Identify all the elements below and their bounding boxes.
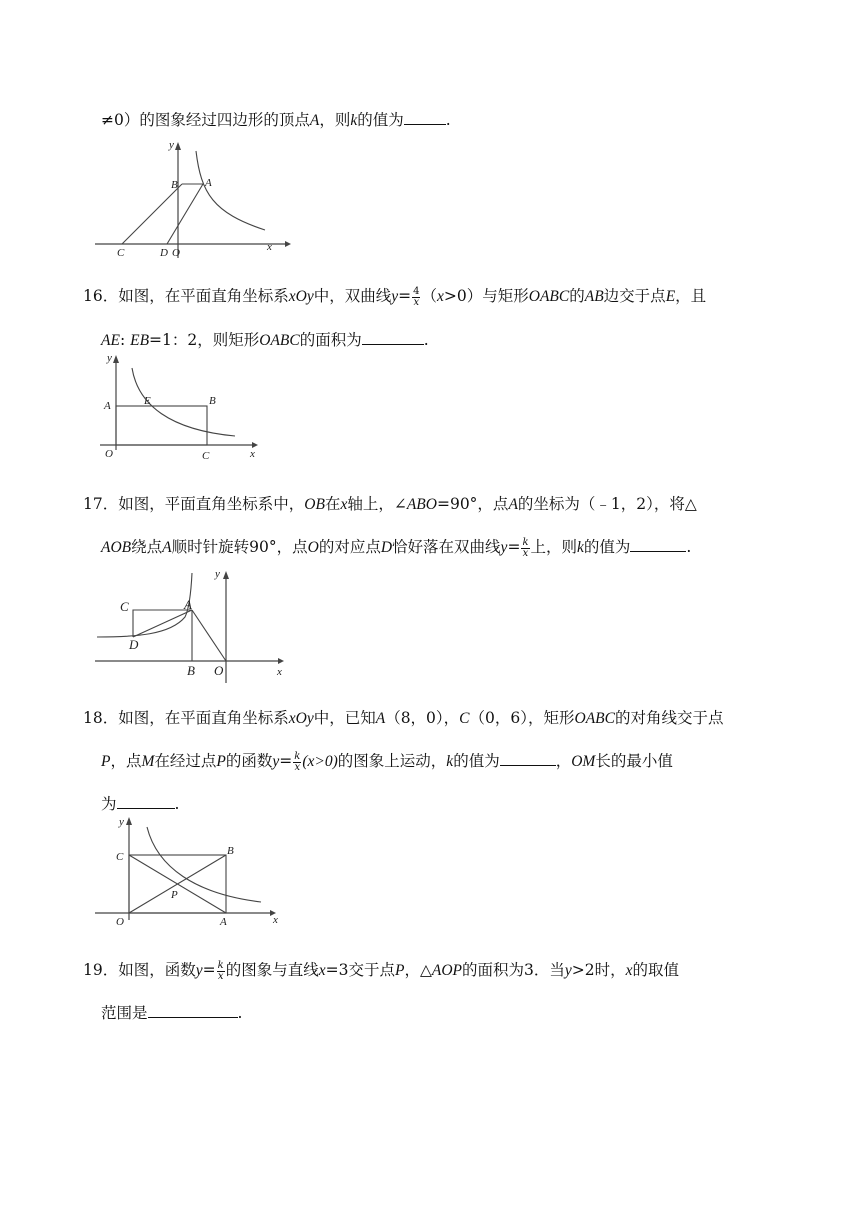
- q19-var-aop: AOP: [431, 962, 462, 979]
- fig17-y-arrow: [223, 571, 229, 579]
- q16-fraction: [412, 287, 420, 308]
- q19-var-x-2: x: [625, 962, 633, 979]
- q16-text-area: 的面积为: [299, 331, 362, 349]
- q17-line-2: [101, 537, 691, 559]
- q16-text-f: 边交于点: [603, 287, 666, 305]
- fig16-y-arrow: [113, 355, 119, 363]
- fig17-hyperbola: [97, 573, 192, 637]
- fig16-rectangle-oabc: [116, 406, 207, 445]
- fig15-hyperbola: [196, 151, 265, 230]
- figure-18: [95, 812, 290, 932]
- q16-var-e: E: [665, 288, 676, 305]
- q18-number: 18．: [83, 709, 119, 727]
- fig17-label-o: O: [214, 663, 224, 678]
- q19-var-y: y: [195, 962, 203, 979]
- fig15-label-x: x: [267, 241, 272, 253]
- q16-number: 16．: [83, 287, 119, 305]
- fig17-label-a: A: [184, 597, 192, 612]
- q19-var-y-2: y: [564, 962, 572, 979]
- q16-frac-num: 4: [413, 285, 420, 297]
- q18-text-through: 在经过点: [154, 752, 217, 770]
- q17-number: 17．: [83, 495, 119, 513]
- fig15-label-d: D: [160, 247, 168, 259]
- q19-text-g: 的取值: [632, 961, 680, 979]
- fig18-label-o: O: [116, 916, 124, 928]
- q19-frac-den: x: [217, 970, 224, 982]
- fig15-label-b: B: [171, 179, 178, 191]
- q17-text-c: 轴上，∠: [347, 495, 407, 513]
- q18-var-c: C: [459, 710, 470, 727]
- q17-var-a-2: A: [162, 539, 172, 556]
- q16-period: .: [423, 331, 429, 349]
- fig17-label-x: x: [277, 666, 282, 678]
- q17-text-b: 在: [324, 495, 341, 513]
- fig18-hyperbola: [147, 827, 261, 902]
- q18-var-p: P: [101, 753, 111, 770]
- fig16-label-o: O: [105, 448, 113, 460]
- q17-var-o: O: [307, 539, 319, 556]
- q16-frac-den: x: [413, 296, 420, 308]
- fig17-label-d: D: [129, 637, 139, 652]
- q19-text-c: =3交于点: [325, 961, 395, 979]
- q19-var-x: x: [318, 962, 326, 979]
- q16-colon: :: [119, 331, 126, 349]
- q18-line-1: [83, 708, 723, 729]
- q17-var-k: k: [577, 539, 584, 556]
- q19-text-a: 如图，函数: [118, 961, 196, 979]
- q18-text-a: 如图，在平面直角坐标系: [118, 709, 289, 727]
- q19-text-d: ，△: [404, 961, 432, 979]
- figure-17: [95, 565, 295, 685]
- q18-text-d: （0，6），矩形: [469, 709, 575, 727]
- q19-text-range: 范围是: [101, 1004, 148, 1022]
- q18-text-moves: 的图象上运动，: [337, 752, 447, 770]
- q18-equals: =: [279, 752, 293, 770]
- q17-text-on: 上，则: [530, 538, 578, 556]
- fig16-label-b: B: [209, 395, 216, 407]
- q16-var-xoy: xOy: [288, 288, 314, 305]
- q15-var-a: A: [309, 112, 320, 129]
- q18-var-oabc: OABC: [574, 710, 615, 727]
- fig16-label-x: x: [250, 448, 255, 460]
- q17-var-d: D: [380, 539, 393, 556]
- q18-var-a: A: [375, 710, 386, 727]
- q18-var-m: M: [141, 753, 155, 770]
- q15-text: ≠0）的图象经过四边形的顶点: [101, 111, 310, 129]
- fig18-label-x: x: [273, 914, 278, 926]
- q19-var-p: P: [394, 962, 405, 979]
- q19-number: 19．: [83, 961, 119, 979]
- q18-var-xoy: xOy: [288, 710, 314, 727]
- q19-frac-num: k: [217, 959, 224, 971]
- q17-text-d: =90°，点: [436, 495, 509, 513]
- q18-var-om: OM: [571, 753, 596, 770]
- q18-answer-blank-1[interactable]: [500, 751, 556, 766]
- q18-frac-den: x: [294, 761, 301, 773]
- q15-var-k: k: [350, 112, 358, 129]
- fig16-label-e: E: [144, 395, 151, 407]
- fig15-label-y: y: [169, 139, 174, 151]
- q19-answer-blank[interactable]: [148, 1003, 238, 1018]
- q17-var-aob: AOB: [101, 539, 132, 556]
- fig16-label-y: y: [107, 352, 112, 364]
- fig18-label-a: A: [220, 916, 227, 928]
- fig18-label-y: y: [119, 816, 124, 828]
- q16-text-d: >0）与矩形: [443, 287, 529, 305]
- q15-text-3: 的值为: [357, 111, 404, 129]
- q19-line-1: [83, 960, 679, 982]
- fig18-label-c: C: [116, 851, 124, 863]
- fig16-label-c: C: [202, 450, 210, 462]
- fig15-x-arrow: [285, 241, 291, 247]
- fig18-label-p: P: [171, 889, 178, 901]
- q16-var-oabc-2: OABC: [259, 332, 300, 349]
- q17-frac-den: x: [522, 547, 529, 559]
- q17-var-x: x: [340, 496, 348, 513]
- q15-answer-blank[interactable]: [404, 110, 446, 125]
- fig15-y-arrow: [175, 142, 181, 150]
- fig17-segment-ao: [192, 610, 226, 661]
- q18-text-min: 长的最小值: [595, 752, 673, 770]
- q16-var-oabc: OABC: [528, 288, 570, 305]
- q18-fraction: [293, 752, 301, 773]
- q18-period: .: [174, 795, 180, 813]
- q19-period: .: [237, 1004, 243, 1022]
- figure-15: [95, 138, 295, 260]
- q18-frac-num: k: [294, 750, 301, 762]
- fig17-label-y: y: [215, 568, 220, 580]
- fig15-label-c: C: [117, 247, 125, 259]
- fig15-label-a: A: [205, 177, 212, 189]
- q17-line-1: [83, 494, 697, 515]
- q17-text-corresponding: 的对应点: [318, 538, 381, 556]
- q19-line-2: [101, 1003, 242, 1023]
- q15-period: .: [445, 111, 451, 129]
- q16-text-b: 中，双曲线: [313, 287, 392, 305]
- q16-var-eb: EB: [130, 332, 150, 349]
- fig18-label-b: B: [227, 845, 234, 857]
- q18-line-2: [101, 751, 673, 773]
- fig18-y-arrow: [126, 817, 132, 825]
- q16-equals: =: [398, 287, 412, 305]
- figure-16: [100, 350, 270, 465]
- q19-text-e: 的面积为3．当: [462, 961, 565, 979]
- q17-text-e: 的坐标为（﹣1，2），将△: [517, 495, 697, 513]
- fig17-x-arrow: [278, 658, 284, 664]
- q16-text-g: ，且: [675, 287, 707, 305]
- q18-text-point: ，点: [110, 752, 142, 770]
- q18-answer-blank-2[interactable]: [117, 794, 175, 809]
- q16-var-ab: AB: [584, 288, 604, 305]
- q17-text-hyperbola: 恰好落在双曲线: [392, 538, 501, 556]
- q18-text-b: 中，已知: [313, 709, 376, 727]
- q19-equals: =: [202, 961, 216, 979]
- q17-var-y: y: [500, 539, 508, 556]
- q16-text-ratio: =1：2，则矩形: [149, 331, 260, 349]
- q19-text-b: 的图象与直线: [225, 961, 319, 979]
- q18-condition: (x>0): [302, 753, 338, 770]
- q18-var-y: y: [272, 753, 280, 770]
- fig15-label-o: O: [172, 247, 180, 259]
- q17-var-a: A: [508, 496, 518, 513]
- q17-text-clockwise: 顺时针旋转90°，点: [171, 538, 308, 556]
- q18-text-e: 的对角线交于点: [614, 709, 724, 727]
- q17-answer-blank[interactable]: [630, 537, 686, 552]
- q17-text-value: 的值为: [583, 538, 631, 556]
- q18-text-is: 为: [101, 795, 117, 813]
- q15-text-line: [101, 110, 451, 131]
- q17-frac-num: k: [522, 536, 529, 548]
- q15-text-2: ，则: [319, 111, 351, 129]
- q18-var-k: k: [446, 753, 454, 770]
- q17-var-abo: ABO: [406, 496, 437, 513]
- q16-var-ae: AE: [101, 332, 120, 349]
- q17-period: .: [686, 538, 692, 556]
- fig17-segment-da: [133, 610, 192, 637]
- q16-text-e: 的: [569, 287, 585, 305]
- q16-line-1: [83, 286, 706, 308]
- q18-text-c: （8，0），: [385, 709, 460, 727]
- q18-text-function: 的函数: [225, 752, 273, 770]
- fig17-label-c: C: [120, 599, 129, 614]
- q17-fraction: [521, 538, 529, 559]
- q16-text-c: （: [421, 287, 437, 305]
- q16-text-a: 如图，在平面直角坐标系: [118, 287, 289, 305]
- q17-text-a: 如图，平面直角坐标系中，: [118, 495, 305, 513]
- q16-line-2: [101, 330, 429, 351]
- q17-equals: =: [507, 538, 521, 556]
- q16-var-x: x: [437, 288, 444, 305]
- q17-var-ob: OB: [304, 496, 325, 513]
- q19-fraction: [217, 961, 225, 982]
- q18-var-p-2: P: [216, 753, 226, 770]
- q16-answer-blank[interactable]: [362, 330, 424, 345]
- q18-text-value: 的值为: [453, 752, 500, 770]
- q19-text-f: >2时，: [571, 961, 626, 979]
- q18-line-3: [101, 794, 179, 814]
- fig16-label-a: A: [104, 400, 111, 412]
- q18-comma: ，: [555, 752, 572, 770]
- q17-text-rotate: 绕点: [131, 538, 163, 556]
- fig17-label-b: B: [187, 663, 195, 678]
- q16-var-y: y: [391, 288, 399, 305]
